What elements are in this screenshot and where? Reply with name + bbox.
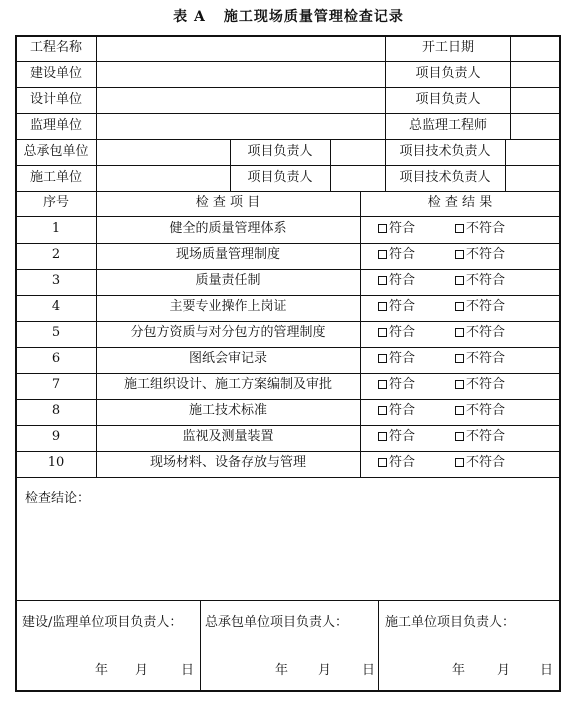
fail-checkbox[interactable]: 不符合 xyxy=(455,403,505,419)
col-divider xyxy=(200,600,201,691)
row-no: 8 xyxy=(51,403,61,418)
table-name: 施工现场质量管理检查记录 xyxy=(223,9,404,25)
col-divider xyxy=(385,139,386,191)
owner-date-day: 日 xyxy=(181,663,195,678)
checkbox-icon xyxy=(378,276,387,285)
checkbox-icon xyxy=(455,380,464,389)
gc-date-month: 月 xyxy=(318,663,332,678)
pass-checkbox[interactable]: 符合 xyxy=(378,351,415,367)
row-no: 5 xyxy=(51,325,61,340)
fail-checkbox[interactable]: 不符合 xyxy=(455,455,505,471)
row-item: 图纸会审记录 xyxy=(188,351,268,366)
row-no: 10 xyxy=(47,455,65,470)
checkbox-icon xyxy=(455,250,464,259)
checkbox-icon xyxy=(455,224,464,233)
row-divider xyxy=(15,477,561,478)
row-item: 分包方资质与对分包方的管理制度 xyxy=(130,325,326,340)
row-item: 现场材料、设备存放与管理 xyxy=(149,455,307,470)
construction-pm-label: 项目负责人 xyxy=(415,66,481,81)
col-divider xyxy=(230,139,231,191)
pass-checkbox[interactable]: 符合 xyxy=(378,247,415,263)
builder-signature-label: 施工单位项目负责人： xyxy=(385,615,516,630)
col-divider xyxy=(330,139,331,191)
table-right-border xyxy=(559,35,561,692)
col-divider xyxy=(505,139,506,191)
checkbox-icon xyxy=(378,458,387,467)
pass-checkbox[interactable]: 符合 xyxy=(378,221,415,237)
table-number: 表 A xyxy=(173,9,206,25)
checkbox-icon xyxy=(378,302,387,311)
pass-checkbox[interactable]: 符合 xyxy=(378,455,415,471)
general-contractor-label: 总承包单位 xyxy=(23,144,89,159)
header-result: 检 查 结 果 xyxy=(427,195,493,210)
row-no: 1 xyxy=(51,221,61,236)
row-item: 施工技术标准 xyxy=(188,403,268,418)
row-item: 监视及测量装置 xyxy=(182,429,274,444)
fail-checkbox[interactable]: 不符合 xyxy=(455,221,505,237)
row-no: 3 xyxy=(51,273,61,288)
construction-unit-label: 建设单位 xyxy=(29,66,83,81)
checkbox-icon xyxy=(455,328,464,337)
fail-checkbox[interactable]: 不符合 xyxy=(455,299,505,315)
builder-tech-label: 项目技术负责人 xyxy=(399,170,491,185)
builder-date-day: 日 xyxy=(540,663,554,678)
row-no: 4 xyxy=(51,299,61,314)
row-no: 6 xyxy=(51,351,61,366)
owner-signature-label: 建设/监理单位项目负责人： xyxy=(22,615,183,630)
row-item: 主要专业操作上岗证 xyxy=(169,299,287,314)
builder-unit-label: 施工单位 xyxy=(29,170,83,185)
header-item: 检 查 项 目 xyxy=(195,195,261,210)
checkbox-icon xyxy=(455,354,464,363)
row-no: 2 xyxy=(51,247,61,262)
gc-tech-label: 项目技术负责人 xyxy=(399,144,491,159)
row-item: 质量责任制 xyxy=(195,273,261,288)
col-divider xyxy=(378,600,379,691)
table-bottom-border xyxy=(15,690,561,692)
row-item: 健全的质量管理体系 xyxy=(169,221,287,236)
chief-supervisor-label: 总监理工程师 xyxy=(408,118,488,133)
gc-date-year: 年 xyxy=(275,663,289,678)
gc-signature-label: 总承包单位项目负责人： xyxy=(205,615,349,630)
fail-checkbox[interactable]: 不符合 xyxy=(455,247,505,263)
checkbox-icon xyxy=(378,354,387,363)
checkbox-icon xyxy=(378,224,387,233)
project-name-label: 工程名称 xyxy=(29,40,83,55)
row-no: 7 xyxy=(51,377,61,392)
builder-date-year: 年 xyxy=(452,663,466,678)
pass-checkbox[interactable]: 符合 xyxy=(378,429,415,445)
row-no: 9 xyxy=(51,429,61,444)
supervision-unit-label: 监理单位 xyxy=(29,118,83,133)
checkbox-icon xyxy=(455,458,464,467)
checkbox-icon xyxy=(455,276,464,285)
fail-checkbox[interactable]: 不符合 xyxy=(455,429,505,445)
checkbox-icon xyxy=(378,406,387,415)
fail-checkbox[interactable]: 不符合 xyxy=(455,325,505,341)
design-pm-label: 项目负责人 xyxy=(415,92,481,107)
checkbox-icon xyxy=(455,432,464,441)
gc-date-day: 日 xyxy=(362,663,376,678)
fail-checkbox[interactable]: 不符合 xyxy=(455,351,505,367)
checkbox-icon xyxy=(378,432,387,441)
builder-date-month: 月 xyxy=(497,663,511,678)
start-date-label: 开工日期 xyxy=(421,40,475,55)
checkbox-icon xyxy=(455,406,464,415)
fail-checkbox[interactable]: 不符合 xyxy=(455,273,505,289)
owner-date-month: 月 xyxy=(135,663,149,678)
row-divider xyxy=(15,600,561,601)
checkbox-icon xyxy=(378,250,387,259)
fail-checkbox[interactable]: 不符合 xyxy=(455,377,505,393)
design-unit-label: 设计单位 xyxy=(29,92,83,107)
form-title xyxy=(0,6,577,26)
pass-checkbox[interactable]: 符合 xyxy=(378,403,415,419)
col-divider xyxy=(510,35,511,139)
col-divider xyxy=(360,191,361,477)
checkbox-icon xyxy=(378,328,387,337)
builder-pm-label: 项目负责人 xyxy=(247,170,313,185)
header-no: 序号 xyxy=(42,195,70,210)
col-divider xyxy=(96,35,97,477)
col-divider xyxy=(385,35,386,139)
checkbox-icon xyxy=(455,302,464,311)
pass-checkbox[interactable]: 符合 xyxy=(378,377,415,393)
gc-pm-label: 项目负责人 xyxy=(247,144,313,159)
pass-checkbox[interactable]: 符合 xyxy=(378,273,415,289)
pass-checkbox[interactable]: 符合 xyxy=(378,325,415,341)
table-left-border xyxy=(15,35,17,692)
conclusion-label: 检查结论： xyxy=(25,491,91,506)
pass-checkbox[interactable]: 符合 xyxy=(378,299,415,315)
row-item: 现场质量管理制度 xyxy=(175,247,281,262)
checkbox-icon xyxy=(378,380,387,389)
row-item: 施工组织设计、施工方案编制及审批 xyxy=(123,377,333,392)
owner-date-year: 年 xyxy=(95,663,109,678)
